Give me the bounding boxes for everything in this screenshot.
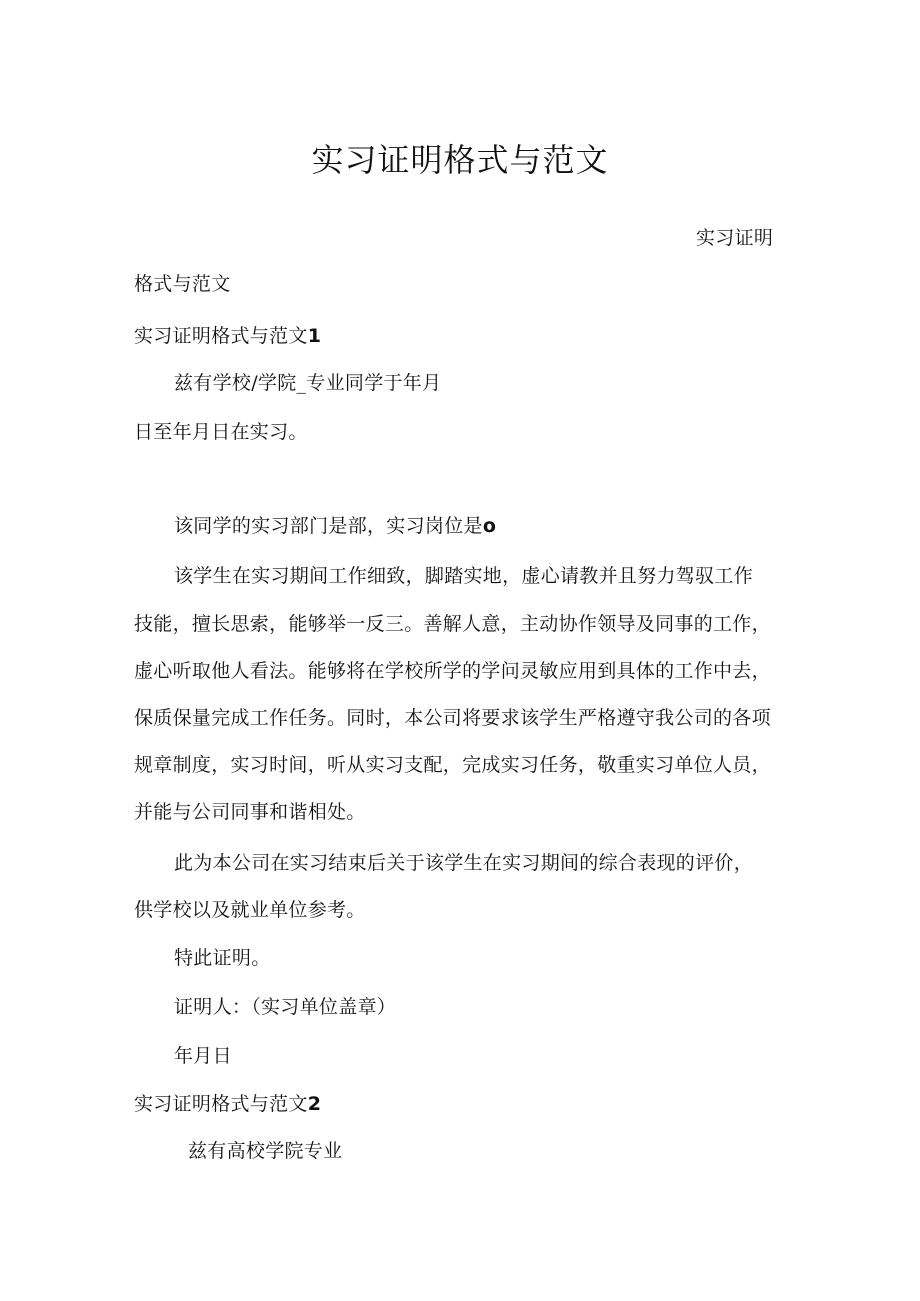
section-heading-2-text: 实习证明格式与范文 (134, 1093, 308, 1115)
body-line: 日至年月日在实习。 (134, 421, 308, 443)
paragraph-line: 供学校以及就业单位参考。 (134, 899, 366, 921)
section-heading-2-number: 2 (307, 1093, 322, 1115)
section-heading-2 (134, 1092, 321, 1116)
body-line: 兹有高校学院专业 (188, 1140, 343, 1162)
header-right-label: 实习证明 (696, 227, 774, 249)
closing-line: 特此证明。 (174, 947, 271, 969)
subtitle-line: 格式与范文 (134, 273, 231, 295)
paragraph-line: 该学生在实习期间工作细致，脚踏实地，虚心请教并且努力驾驭工作 (174, 565, 754, 587)
paragraph-line: 规章制度，实习时间，听从实习支配，完成实习任务，敬重实习单位人员， (134, 754, 771, 776)
signature-line: 证明人：（实习单位盖章） (174, 996, 397, 1018)
document-title: 实习证明格式与范文 (311, 141, 609, 179)
paragraph-line: 保质保量完成工作任务。同时，本公司将要求该学生严格遵守我公司的各项 (134, 707, 771, 729)
paragraph-line: 此为本公司在实习结束后关于该学生在实习期间的综合表现的评价， (174, 852, 754, 874)
date-line: 年月日 (174, 1045, 232, 1067)
paragraph-line: 虚心听取他人看法。能够将在学校所学的学问灵敏应用到具体的工作中去， (134, 660, 771, 682)
body-line-end-mark: o (482, 515, 497, 537)
section-heading-1-text: 实习证明格式与范文 (134, 325, 308, 347)
paragraph-line: 并能与公司同事和谐相处。 (134, 801, 366, 823)
body-line (174, 514, 496, 538)
section-heading-1-number: 1 (307, 325, 322, 347)
body-line: 兹有学校/学院_专业同学于年月 (174, 372, 442, 394)
paragraph-line: 技能，擅长思索，能够举一反三。善解人意，主动协作领导及同事的工作， (134, 613, 771, 635)
section-heading-1 (134, 324, 321, 348)
body-line-text: 该同学的实习部门是部，实习岗位是 (174, 515, 483, 537)
